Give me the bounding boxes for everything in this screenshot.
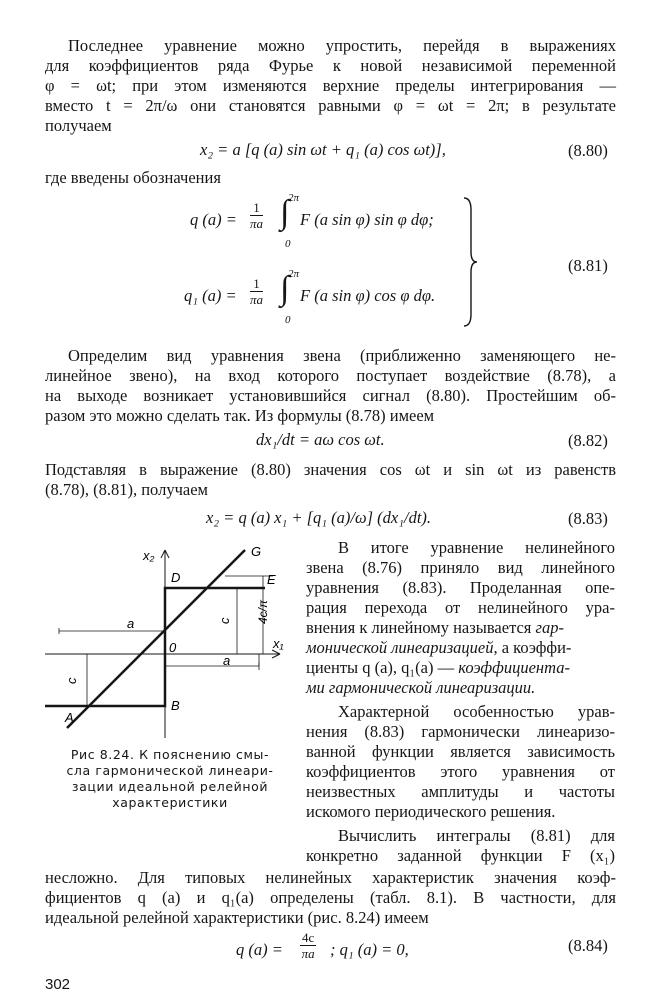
text-line: получаем [45, 116, 112, 135]
fraction [250, 276, 263, 307]
term-harmonic-linearization: монической линеаризацией [306, 638, 494, 657]
text-line: искомого периодического решения. [306, 802, 556, 821]
label-a-left: a [127, 616, 135, 631]
label-x1: x₁ [273, 636, 284, 651]
frac-den: πa [301, 946, 315, 961]
text-line: В итоге уравнение нелинейного [338, 538, 615, 557]
text-line: коэффициентов этого уравнения от [306, 762, 615, 781]
text-line: линейное звено), на вход которого поступает воздействие (8.78), а [45, 366, 616, 385]
caption-line: Рис 8.24. К пояснению смы- [70, 747, 270, 762]
text-line: Определим вид уравнения звена (приближенно заменяющего не- [68, 346, 616, 365]
upper-limit: 2π [288, 268, 300, 280]
equation-number: (8.81) [568, 256, 608, 275]
relay-characteristic-line [45, 588, 265, 706]
eq-q1-lhs: q₁ (a) = [184, 286, 237, 305]
eq-q-rhs: F (a sin φ) sin φ dφ; [300, 210, 434, 229]
text-line: ми гармонической линеаризации. [306, 678, 536, 697]
text-line [306, 618, 564, 638]
text-line: φ = ωt; при этом изменяются верхние пределы интегрирования — [45, 76, 616, 95]
text-line: Вычислить интегралы (8.81) для [338, 826, 615, 845]
frac-num: 1 [250, 276, 263, 292]
text-line: рация перехода от нелинейного ура- [306, 598, 615, 617]
label-D: D [171, 570, 181, 585]
equation-number: (8.84) [568, 936, 608, 955]
label-origin: 0 [169, 640, 177, 655]
eq-q1-rhs: F (a sin φ) cos φ dφ. [300, 286, 436, 305]
equation-number: (8.82) [568, 431, 608, 450]
label-c-right: c [217, 617, 232, 624]
caption-line: характеристики [112, 795, 228, 810]
text-line: (8.78), (8.81), получаем [45, 480, 208, 499]
figure-caption [45, 747, 295, 811]
equation-8-80: x₂ = a [q (a) sin ωt + q₁ (a) cos ωt)], [200, 140, 446, 159]
text-line: идеальной релейной характеристики (рис. 8.24) имеем [45, 908, 429, 927]
text-line [306, 638, 571, 658]
text-line: звена (8.76) приняло вид линейного [306, 558, 615, 577]
right-brace [462, 196, 478, 328]
equation-8-82: dx₁/dt = aω cos ωt. [256, 430, 385, 449]
text-line: разом это можно сделать так. Из формулы (8.78) имеем [45, 406, 435, 425]
text-line: Характерной особенностью урав- [338, 702, 615, 721]
text-line: несложно. Для типовых нелинейных характеристик значения коэф- [45, 868, 616, 887]
page-number: 302 [45, 976, 71, 993]
text-fragment: гар- [535, 618, 564, 637]
caption-line: зации идеальной релейной [71, 779, 269, 794]
frac-num: 4c [302, 930, 315, 945]
eq-q-lhs: q (a) = [190, 210, 237, 229]
text-fragment: циенты q (a), q₁(a) — [306, 658, 455, 677]
label-c-left: c [64, 677, 79, 684]
frac-num: 1 [250, 200, 263, 216]
label-E: E [267, 572, 276, 587]
label-4c-pi: 4c/π [256, 599, 270, 624]
label-A: A [65, 710, 74, 725]
label-x2: x₂ [143, 548, 155, 563]
label-G: G [251, 544, 262, 559]
text-line: где введены обозначения [45, 168, 221, 187]
equation-8-83: x₂ = q (a) x₁ + [q₁ (a)/ω] (dx₁/dt). [206, 508, 432, 527]
text-line: уравнения (8.83). Проделанная опе- [306, 578, 615, 597]
integral-sign: ∫ [280, 270, 290, 307]
frac-den: πa [250, 216, 264, 231]
relay-characteristic-figure [45, 538, 295, 738]
text-line: нения (8.83) гармонически линеаризо- [306, 722, 615, 741]
lower-limit: 0 [285, 314, 291, 326]
text-line: Подставляя в выражение (8.80) значения cos ωt и sin ωt из равенств [45, 460, 616, 479]
text-line: фициентов q (a) и q₁(a) определены (табл. 8.1). В частности, для [45, 888, 616, 907]
label-B: B [171, 698, 180, 713]
upper-limit: 2π [288, 192, 300, 204]
eq-rest: ; q₁ (a) = 0, [330, 940, 409, 959]
text-line: ванной функции является зависимость [306, 742, 615, 761]
frac-den: πa [250, 292, 264, 307]
equation-number: (8.80) [568, 141, 608, 160]
text-fragment: внения к линейному называется [306, 618, 532, 637]
text-line: для коэффициентов ряда Фурье к новой независимой переменной [45, 56, 616, 75]
caption-line: сла гармонической линеари- [66, 763, 274, 778]
text-line: неизвестных амплитуды и частоты [306, 782, 615, 801]
text-line: вместо t = 2π/ω они становятся равными φ = ωt = 2π; в результате [45, 96, 616, 115]
text-line: на выходе возникает установившийся сигнал (8.80). Простейшим об- [45, 386, 616, 405]
text-line [306, 658, 570, 678]
fraction [300, 930, 316, 961]
text-line: Последнее уравнение можно упростить, перейдя в выражениях [68, 36, 616, 55]
text-fragment: коэффициента- [458, 658, 570, 677]
equation-number: (8.83) [568, 509, 608, 528]
integral-sign: ∫ [280, 194, 290, 231]
text-line: конкретно заданной функции F (x₁) [306, 846, 615, 865]
linearization-line [67, 550, 245, 728]
lower-limit: 0 [285, 238, 291, 250]
text-fragment: , а коэффи- [493, 638, 572, 657]
label-a-right: a [223, 653, 231, 668]
fraction [250, 200, 263, 231]
eq-q-lhs: q (a) = [236, 940, 283, 959]
